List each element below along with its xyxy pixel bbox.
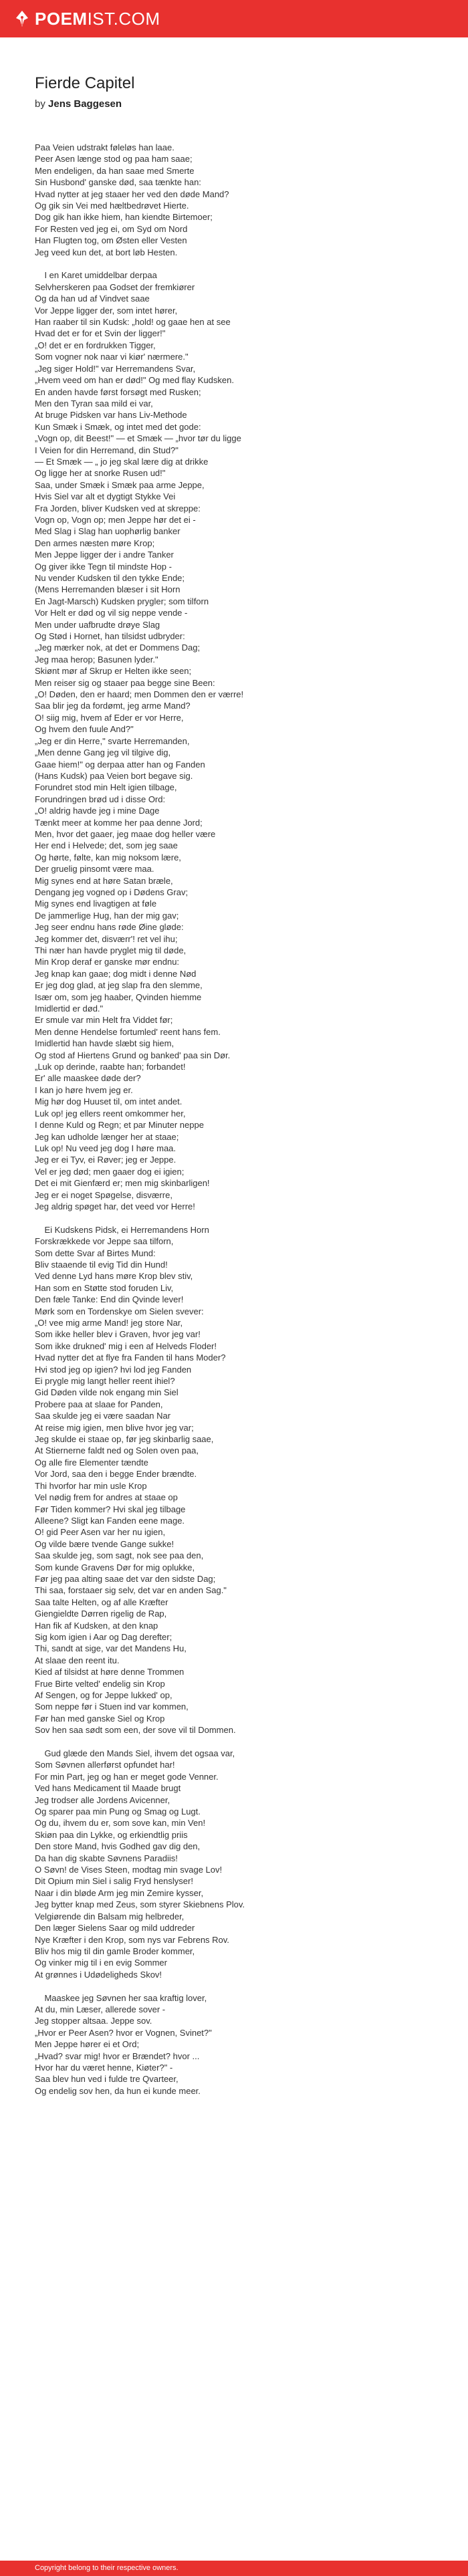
poem-line: Han fik af Kudsken, at den knap xyxy=(35,1620,158,1631)
poem-line: Jeg skulde ei staae op, før jeg skinbarlig saae, xyxy=(35,1434,214,1445)
poem-line: Saa talte Helten, og af alle Kræfter xyxy=(35,1597,168,1607)
poem-line: Hvis Siel var alt et dygtigt Stykke Vei xyxy=(35,491,176,502)
poem-line: Nu vender Kudsken til den tykke Ende; xyxy=(35,573,185,584)
poem-line: Som vogner nok naar vi kiør' nærmere." xyxy=(35,352,189,362)
poem-line: Ved hans Medicament til Maade brugt xyxy=(35,1783,181,1794)
poem-line: Før han med ganske Siel og Krop xyxy=(35,1713,165,1724)
poem-line: Bliv hos mig til din gamle Broder kommer, xyxy=(35,1946,195,1956)
poem-line: Gud glæde den Mands Siel, ihvem det ogsaa var, xyxy=(35,1748,235,1759)
poem-line: Jeg kan udholde længer her at staae; xyxy=(35,1131,179,1142)
poem-line: Jeg er ei Tyv, ei Røver; jeg er Jeppe. xyxy=(35,1155,177,1165)
poem-line: Ved denne Lyd hans møre Krop blev stiv, xyxy=(35,1271,193,1282)
poem-line: At Stiernerne faldt ned og Solen oven paa, xyxy=(35,1445,199,1456)
poem-line: Han som en Støtte stod foruden Liv, xyxy=(35,1282,174,1293)
poem-line: Og da han ud af Vindvet saae xyxy=(35,294,150,304)
stanza xyxy=(35,1224,436,1736)
poem-line: Jeg knap kan gaae; dog midt i denne Nød xyxy=(35,968,197,979)
poem-line: Og alle fire Elementer tændte xyxy=(35,1457,148,1468)
poem-line: Jeg er ei noget Spøgelse, disværre, xyxy=(35,1189,172,1200)
poem-line: Hvad nytter at jeg staaer her ved den døde Mand? xyxy=(35,189,229,199)
poem-line: Og du, ihvem du er, som sove kan, min Ven! xyxy=(35,1818,206,1829)
poem-line: Hvad det er for et Svin der ligger!" xyxy=(35,328,166,339)
brand-name xyxy=(35,10,160,27)
poem-line: Nye Kræfter i den Krop, som nys var Febrens Rov. xyxy=(35,1934,229,1945)
poem-line: Giengieldte Dørren rigelig de Rap, xyxy=(35,1609,167,1619)
poem-line: O Søvn! de Vises Steen, modtag min svage Lov! xyxy=(35,1865,223,1875)
poem-line: „O! Døden, den er haard; men Dommen den er værre! xyxy=(35,689,244,700)
poem-line: At bruge Pidsken var hans Liv-Methode xyxy=(35,410,187,421)
poem-line: Jeg aldrig spøget har, det veed vor Herre! xyxy=(35,1201,195,1211)
poem-line: „O! det er en fordrukken Tigger, xyxy=(35,340,156,350)
poem-line: Og gik sin Vei med hæltbedrøvet Hierte. xyxy=(35,201,189,211)
site-logo[interactable] xyxy=(15,9,160,28)
poem-line: Hvor har du været henne, Kiøter?" - xyxy=(35,2062,173,2073)
poem-line: En anden havde først forsøgt med Rusken; xyxy=(35,386,201,397)
poem-line: Og sparer paa min Pung og Smag og Lugt. xyxy=(35,1806,201,1817)
poem-line: Thi, sandt at sige, var det Mandens Hu, xyxy=(35,1643,187,1654)
poem-line: Jeg maa herop; Basunen lyder." xyxy=(35,654,158,665)
poem-line: Jeg trodser alle Jordens Avicenner, xyxy=(35,1794,170,1805)
stanza xyxy=(35,269,436,1212)
poem-line: At du, min Læser, allerede sover - xyxy=(35,2004,166,2014)
poem-line: Maaskee jeg Søvnen her saa kraftig lover, xyxy=(35,1992,207,2003)
poem-line: „Hvad? svar mig! hvor er Brændet? hvor ... xyxy=(35,2051,200,2061)
poem-line: Dog gik han ikke hiem, han kiendte Birtemoer; xyxy=(35,212,213,223)
poem-line: Gaae hiem!" og derpaa atter han og Fanden xyxy=(35,759,205,770)
fountain-pen-nib-icon xyxy=(15,10,29,27)
poem-line: Som kunde Gravens Dør for mig oplukke, xyxy=(35,1562,195,1572)
brand-bold: POEM xyxy=(35,9,88,29)
poem-body xyxy=(35,142,436,2097)
poem-line: Og stod af Hiertens Grund og banked' paa sin Dør. xyxy=(35,1050,231,1060)
poem-line: Mig hør dog Huuset til, om intet andet. xyxy=(35,1096,183,1107)
poem-line: At grønnes i Udødeligheds Skov! xyxy=(35,1969,162,1980)
poem-line: Jeg kommer det, disværr'! ret vel ihu; xyxy=(35,933,178,944)
poem-line: Som neppe før i Stuen ind var kommen, xyxy=(35,1702,189,1712)
poem-line: Saa blev hun ved i fulde tre Qvarteer, xyxy=(35,2074,179,2085)
site-header xyxy=(0,0,468,37)
poem-line: „Vogn op, dit Beest!" — et Smæk — „hvor tør du ligge xyxy=(35,433,241,444)
poem-line: Og endelig sov hen, da hun ei kunde meer. xyxy=(35,2085,201,2096)
poem-line: Fra Jorden, bliver Kudsken ved at skreppe: xyxy=(35,503,201,513)
poem-line: Gid Døden vilde nok engang min Siel xyxy=(35,1387,179,1398)
poem-line: Saa skulde jeg, som sagt, nok see paa den, xyxy=(35,1550,204,1561)
poem-line: „Men denne Gang jeg vil tilgive dig, xyxy=(35,747,171,758)
poem-line: Peer Asen længe stod og paa ham saae; xyxy=(35,154,193,164)
poem-line: Han raaber til sin Kudsk: „hold! og gaae hen at see xyxy=(35,317,231,328)
poem-line: I Veien for din Herremand, din Stud?" xyxy=(35,445,179,455)
site-footer xyxy=(0,2561,468,2576)
poem-line: Dit Opium min Siel i salig Fryd henslyser! xyxy=(35,1876,193,1887)
poem-line: Kied af tilsidst at høre denne Trommen xyxy=(35,1667,185,1677)
poem-line: Forundringen brød ud i disse Ord: xyxy=(35,794,166,804)
poem-line: Thi nær han havde pryglet mig til døde, xyxy=(35,945,187,956)
poem-line: Som dette Svar af Birtes Mund: xyxy=(35,1248,156,1258)
stanza xyxy=(35,142,436,258)
poem-line: Men endeligen, da han saae med Smerte xyxy=(35,165,195,176)
poem-line: For Resten ved jeg ei, om Syd om Nord xyxy=(35,223,188,234)
poem-line: „Jeg mærker nok, at det er Dommens Dag; xyxy=(35,642,201,653)
poem-line: Er jeg dog glad, at jeg slap fra den slemme, xyxy=(35,980,203,991)
poem-line: De jammerlige Hug, han der mig gav; xyxy=(35,910,179,921)
poem-line: Alleene? Sligt kan Fanden eene mage. xyxy=(35,1515,185,1526)
poem-line: Men denne Hendelse fortumled' reent hans fem. xyxy=(35,1026,221,1037)
poem-line: Luk op! jeg ellers reent omkommer her, xyxy=(35,1108,186,1119)
poem-line: Og vilde bære tvende Gange sukke! xyxy=(35,1538,174,1549)
copyright-notice: Copyright belong to their respective owners. xyxy=(35,2564,179,2572)
poem-line: Som ikke drukned' mig i een af Helveds Floder! xyxy=(35,1340,217,1351)
poem-line: Tænkt meer at komme her paa denne Jord; xyxy=(35,817,203,828)
poem-line: Der gruelig pinsomt være maa. xyxy=(35,864,154,874)
stanza xyxy=(35,1748,436,1980)
poem-line: Skiøn paa din Lykke, og erkiendtlig priis xyxy=(35,1829,188,1840)
poem-line: Forskrækkede vor Jeppe saa tilforn, xyxy=(35,1236,174,1247)
poem-line: Jeg bytter knap med Zeus, som styrer Skiebnens Plov. xyxy=(35,1899,245,1910)
brand-light: IST.COM xyxy=(87,9,160,29)
poem-line: Og hørte, følte, kan mig noksom lære, xyxy=(35,852,181,862)
poem-line: At slaae den reent itu. xyxy=(35,1655,120,1665)
poem-line: Og giver ikke Tegn til mindste Hop - xyxy=(35,561,172,572)
poem-content xyxy=(35,74,436,2109)
poem-line: Men Jeppe ligger der i andre Tanker xyxy=(35,550,174,560)
poem-line: Vor Helt er død og vil sig neppe vende - xyxy=(35,608,188,618)
poem-line: Hvi stod jeg op igien? hvi lod jeg Fanden xyxy=(35,1364,192,1375)
poem-line: Min Krop deraf er ganske mør endnu: xyxy=(35,957,180,967)
poem-line: I en Karet umiddelbar derpaa xyxy=(35,270,157,281)
poem-line: „Jeg er din Herre," svarte Herremanden, xyxy=(35,735,190,746)
poem-line: Thi saa, forstaaer sig selv, det var en anden Sag." xyxy=(35,1585,227,1596)
poem-line: Som Søvnen allerførst opfundet har! xyxy=(35,1760,175,1770)
poem-line: Det ei mit Gienfærd er; men mig skinbarligen! xyxy=(35,1178,210,1189)
poem-line: I denne Kuld og Regn; et par Minuter neppe xyxy=(35,1120,204,1131)
poem-line: Ei Kudskens Pidsk, ei Herremandens Horn xyxy=(35,1224,209,1235)
poem-line: Han Flugten tog, om Østen eller Vesten xyxy=(35,235,187,246)
poem-line: Hvad nytter det at flye fra Fanden til hans Moder? xyxy=(35,1353,226,1363)
poem-line: Vor Jeppe ligger der, som intet hører, xyxy=(35,305,178,316)
poem-line: Med Slag i Slag han uophørlig banker xyxy=(35,526,181,537)
poem-line: Vel er jeg død; men gaaer dog ei igien; xyxy=(35,1166,185,1177)
poem-line: „Jeg siger Hold!" var Herremandens Svar, xyxy=(35,363,196,374)
stanza xyxy=(35,1992,436,2097)
poem-line: (Mens Herremanden blæser i sit Horn xyxy=(35,584,181,595)
byline-prefix: by xyxy=(35,98,45,110)
poem-line: Den læger Sielens Saar og mild uddreder xyxy=(35,1923,195,1934)
poem-line: Skiønt mør af Skrup er Helten ikke seen; xyxy=(35,666,192,677)
poem-line: Sig kom igien i Aar og Dag derefter; xyxy=(35,1631,172,1642)
poem-line: Men under uafbrudte drøye Slag xyxy=(35,619,160,630)
poem-line: Sin Husbond' ganske død, saa tænkte han: xyxy=(35,177,201,188)
poem-line: Forundret stod min Helt igien tilbage, xyxy=(35,782,177,793)
poem-line: Bliv staaende til evig Tid din Hund! xyxy=(35,1259,168,1270)
poem-line: Vogn op, Vogn op; men Jeppe hør det ei - xyxy=(35,514,196,525)
poem-line: Men reiser sig og staaer paa begge sine Been: xyxy=(35,677,215,688)
byline xyxy=(35,98,436,111)
poem-line: Kun Smæk i Smæk, og intet med det gode: xyxy=(35,421,201,432)
poem-line: „Luk op derinde, raabte han; forbandet! xyxy=(35,1062,186,1072)
poem-line: Som ikke heller blev i Graven, hvor jeg var! xyxy=(35,1329,201,1340)
poem-line: Af Sengen, og for Jeppe lukked' op, xyxy=(35,1690,172,1700)
author-link[interactable]: Jens Baggesen xyxy=(48,98,122,110)
poem-line: „Hvor er Peer Asen? hvor er Vognen, Svinet?" xyxy=(35,2027,212,2038)
poem-line: Frue Birte velted' endelig sin Krop xyxy=(35,1678,165,1689)
poem-line: O! gid Peer Asen var her nu igien, xyxy=(35,1527,166,1538)
poem-line: Jeg stopper altsaa. Jeppe sov. xyxy=(35,2016,152,2026)
poem-line: Den armes næsten møre Krop; xyxy=(35,538,155,548)
poem-line: Den store Mand, hvis Godhed gav dig den, xyxy=(35,1841,201,1852)
poem-line: Mørk som en Tordenskye om Sielen svever: xyxy=(35,1306,204,1316)
poem-line: Probere paa at slaae for Panden, xyxy=(35,1399,163,1409)
poem-line: Især om, som jeg haaber, Qvinden hiemme xyxy=(35,991,202,1002)
poem-line: „O! aldrig havde jeg i mine Dage xyxy=(35,806,160,816)
poem-line: Velgiørende din Balsam mig helbreder, xyxy=(35,1911,185,1921)
poem-line: Er smule var min Helt fra Viddet før; xyxy=(35,1015,173,1026)
poem-line: For min Part, jeg og han er meget gode Venner. xyxy=(35,1771,219,1782)
poem-line: Ei prygle mig langt heller reent ihiel? xyxy=(35,1376,175,1387)
poem-line: At reise mig igien, men blive hvor jeg var; xyxy=(35,1422,194,1433)
poem-line: — Et Smæk — „ jo jeg skal lære dig at drikke xyxy=(35,456,209,467)
poem-line: Da han dig skabte Søvnens Paradiis! xyxy=(35,1853,178,1863)
poem-line: Og hvem den fuule And?" xyxy=(35,724,134,735)
poem-line: Mig synes end at høre Satan bræle, xyxy=(35,875,173,886)
poem-line: Og ligge her at snorke Rusen ud!" xyxy=(35,468,166,479)
poem-line: Den fæle Tanke: End din Qvinde lever! xyxy=(35,1294,184,1305)
poem-line: Jeg seer endnu hans røde Øine gløde: xyxy=(35,922,184,933)
poem-line: Saa blir jeg da fordømt, jeg arme Mand? xyxy=(35,701,191,711)
poem-line: Før jeg paa alting saae det var den sidste Dag; xyxy=(35,1573,216,1584)
poem-line: Saa, under Smæk i Smæk paa arme Jeppe, xyxy=(35,479,205,490)
poem-line: Imidlertid han havde slæbt sig hiem, xyxy=(35,1038,174,1049)
poem-line: Vel nødig frem for andres at staae op xyxy=(35,1492,178,1503)
poem-line: Er' alle maaskee døde der? xyxy=(35,1073,141,1084)
poem-line: Dengang jeg vogned op i Dødens Grav; xyxy=(35,887,189,897)
poem-line: „Hvem veed om han er død!" Og med flay Kudsken. xyxy=(35,375,234,386)
poem-line: (Hans Kudsk) paa Veien bort begave sig. xyxy=(35,770,193,781)
poem-line: Jeg veed kun det, at bort løb Hesten. xyxy=(35,247,178,257)
poem-line: Sov hen saa sødt som een, der sove vil til Dommen. xyxy=(35,1725,236,1736)
poem-title: Fierde Capitel xyxy=(35,74,135,92)
poem-line: Før Tiden kommer? Hvi skal jeg tilbage xyxy=(35,1504,186,1514)
poem-line: Paa Veien udstrakt føleløs han laae. xyxy=(35,142,174,152)
poem-line: Vor Jord, saa den i begge Ender brændte. xyxy=(35,1469,197,1480)
poem-line: Thi hvorfor har min usle Krop xyxy=(35,1480,147,1491)
poem-line: Naar i din bløde Arm jeg min Zemire kysser, xyxy=(35,1887,204,1898)
poem-line: O! siig mig, hvem af Eder er vor Herre, xyxy=(35,712,184,723)
poem-line: Saa skulde jeg ei være saadan Nar xyxy=(35,1411,171,1421)
poem-line: Mig synes end livagtigen at føle xyxy=(35,899,157,909)
poem-line: Men Jeppe hører ei et Ord; xyxy=(35,2039,140,2050)
poem-line: Men den Tyran saa mild ei var, xyxy=(35,398,153,408)
poem-line: Her end i Helvede; det, som jeg saae xyxy=(35,840,178,851)
poem-line: Og Stød i Hornet, han tilsidst udbryder: xyxy=(35,631,185,642)
poem-line: Imidlertid er død." xyxy=(35,1004,104,1014)
poem-line: Og vinker mig til i en evig Sommer xyxy=(35,1958,167,1968)
poem-line: Men, hvor det gaaer, jeg maae dog heller være xyxy=(35,828,216,839)
poem-line: Selvherskeren paa Godset der fremkiører xyxy=(35,281,195,292)
poem-line: I kan jo høre hvem jeg er. xyxy=(35,1084,133,1095)
poem-line: Luk op! Nu veed jeg dog I høre maa. xyxy=(35,1143,177,1153)
poem-line: „O! vee mig arme Mand! jeg store Nar, xyxy=(35,1318,183,1328)
poem-line: En Jagt-Marsch) Kudsken prygler; som tilforn xyxy=(35,596,209,606)
